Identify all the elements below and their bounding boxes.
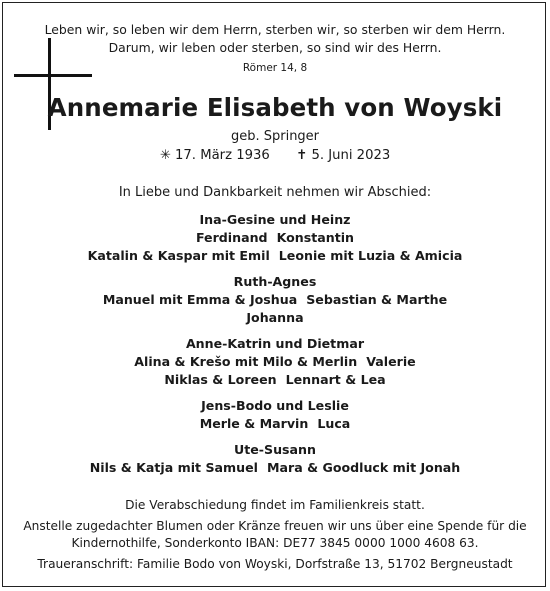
life-dates <box>0 148 550 163</box>
family-head: Ina-Gesine und Heinz <box>199 212 351 227</box>
deceased-name: Annemarie Elisabeth von Woyski <box>47 93 503 122</box>
family-member-row <box>0 248 550 263</box>
family-member: Lennart & Lea <box>285 372 386 387</box>
family-member-row <box>0 416 550 431</box>
death-cross-icon: ✝ <box>296 148 308 163</box>
family-member: Merle & Marvin <box>199 416 309 431</box>
death-date: 5. Juni 2023 <box>311 148 391 163</box>
maiden-name: geb. Springer <box>230 129 320 144</box>
family-member: Nils & Katja mit Samuel <box>89 460 258 475</box>
family-member: Sebastian & Marthe <box>306 292 448 307</box>
family-member-row <box>0 354 550 369</box>
family-head: Ruth-Agnes <box>233 274 317 289</box>
donation-line-1: Anstelle zugedachter Blumen oder Kränze freuen wir uns über eine Spende für die <box>23 519 527 533</box>
family-member: Manuel mit Emma & Joshua <box>102 292 298 307</box>
family-member-row <box>0 460 550 475</box>
donation-line-2: Kindernothilfe, Sonderkonto IBAN: DE77 3845 0000 1000 4608 63. <box>71 536 479 550</box>
family-member-row <box>0 292 550 307</box>
family-member: Niklas & Loreen <box>164 372 277 387</box>
mourning-address: Traueranschrift: Familie Bodo von Woyski, Dorfstraße 13, 51702 Bergneustadt <box>37 557 513 571</box>
birth-star-icon: ✳ <box>159 148 171 163</box>
farewell-note: Die Verabschiedung findet im Familienkreis statt. <box>125 498 425 512</box>
birth-date: 17. März 1936 <box>175 148 270 163</box>
farewell-intro: In Liebe und Dankbarkeit nehmen wir Abschied: <box>118 185 432 200</box>
family-member: Luca <box>317 416 351 431</box>
family-head: Jens-Bodo und Leslie <box>201 398 349 413</box>
bible-verse-reference: Römer 14, 8 <box>242 62 308 74</box>
bible-verse-line-1: Leben wir, so leben wir dem Herrn, sterben wir, so sterben wir dem Herrn. <box>44 22 506 37</box>
family-member-row <box>0 310 550 325</box>
family-member: Alina & Krešo mit Milo & Merlin <box>134 354 358 369</box>
family-member: Leonie mit Luzia & Amicia <box>278 248 463 263</box>
family-member-row <box>0 372 550 387</box>
family-member: Mara & Goodluck mit Jonah <box>266 460 461 475</box>
bible-verse-line-2: Darum, wir leben oder sterben, so sind wir des Herrn. <box>108 40 442 55</box>
family-member: Konstantin <box>276 230 355 245</box>
family-member: Ferdinand <box>195 230 268 245</box>
family-member: Johanna <box>246 310 304 325</box>
family-head: Ute-Susann <box>234 442 316 457</box>
family-member: Valerie <box>366 354 416 369</box>
family-member-row <box>0 230 550 245</box>
family-member: Katalin & Kaspar mit Emil <box>87 248 270 263</box>
family-head: Anne-Katrin und Dietmar <box>185 336 365 351</box>
